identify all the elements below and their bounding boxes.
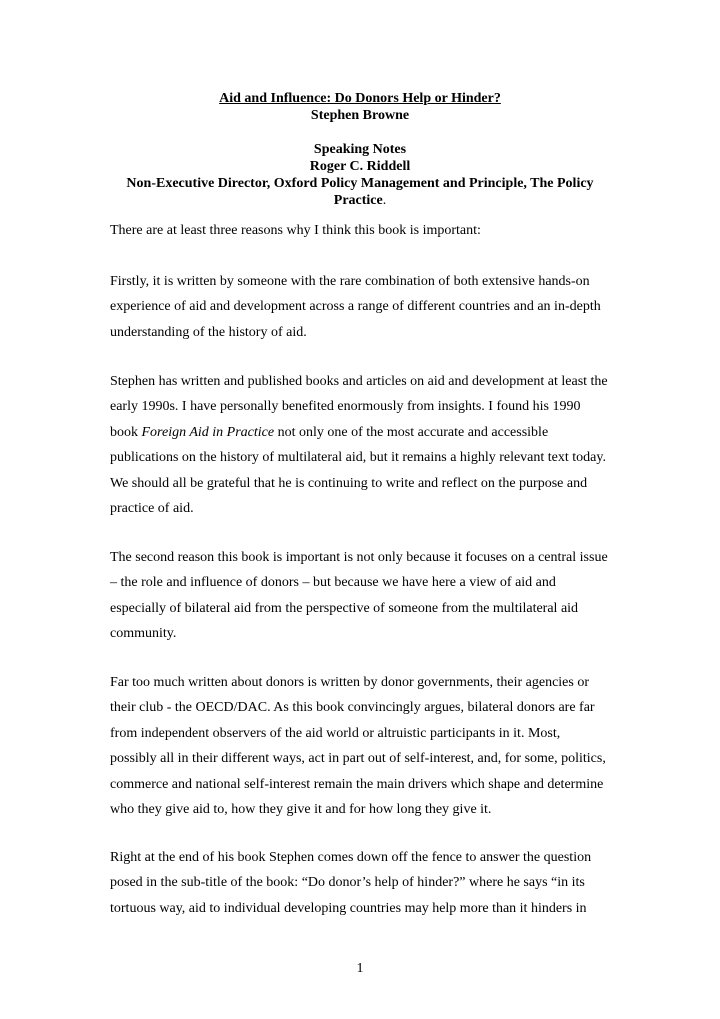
speaker-role [100,175,620,209]
paragraph-second-reason: The second reason this book is important is not only because it focuses on a central issue – the role and influence of donors – but because we have here a view of aid and especially of bilateral aid from the perspective of someone from the multilateral aid community. [110,550,608,642]
book-title-italic: Foreign Aid in Practice [141,424,275,440]
speaker-name: Roger C. Riddell [309,159,411,174]
speaker-role-text: Non-Executive Director, Oxford Policy Management and Principle, The Policy Practice [126,176,594,208]
paragraph-stephen [110,369,610,521]
paragraph-far-too-much: Far too much written about donors is written by donor governments, their agencies or their club - the OECD/DAC. As this book convincingly argues, bilateral donors are far from independent observers of the aid world or altruistic participants in it. Most, possibly all in their different ways, act in part out of self-interest, and, for some, politics, commerce and national self-interest remain the main drivers which shape and determine who they give aid to, how they give it and for how long they give it. [110,675,606,818]
paragraph-firstly: Firstly, it is written by someone with the rare combination of both extensive hands-on experience of aid and development across a range of different countries and an in-depth understanding of the history of aid. [110,274,601,340]
paragraph-stephen-after: not only one of the most accurate and accessible publications on the history of multilateral aid, but it remains a highly relevant text today. We should all be grateful that he is continuing to write and reflect on the purpose and practice of aid. [110,424,606,517]
document-title: Aid and Influence: Do Donors Help or Hinder? [219,91,501,106]
page-number: 1 [356,961,364,976]
document-author: Stephen Browne [310,108,410,123]
paragraph-right-at-end: Right at the end of his book Stephen comes down off the fence to answer the question posed in the sub-title of the book: “Do donor’s help of hinder?” where he says “in its tortuous way, aid to individual developing countries may help more than it hinders in [110,850,592,916]
speaking-notes-label: Speaking Notes [313,142,407,157]
paragraph-stephen-before: Stephen has written and published books and articles on aid and development at least the early 1990s. I have personally benefited enormously from insights. I found his 1990 book [110,374,608,440]
speaker-role-period: . [382,193,387,208]
paragraph-intro: There are at least three reasons why I think this book is important: [110,223,481,238]
